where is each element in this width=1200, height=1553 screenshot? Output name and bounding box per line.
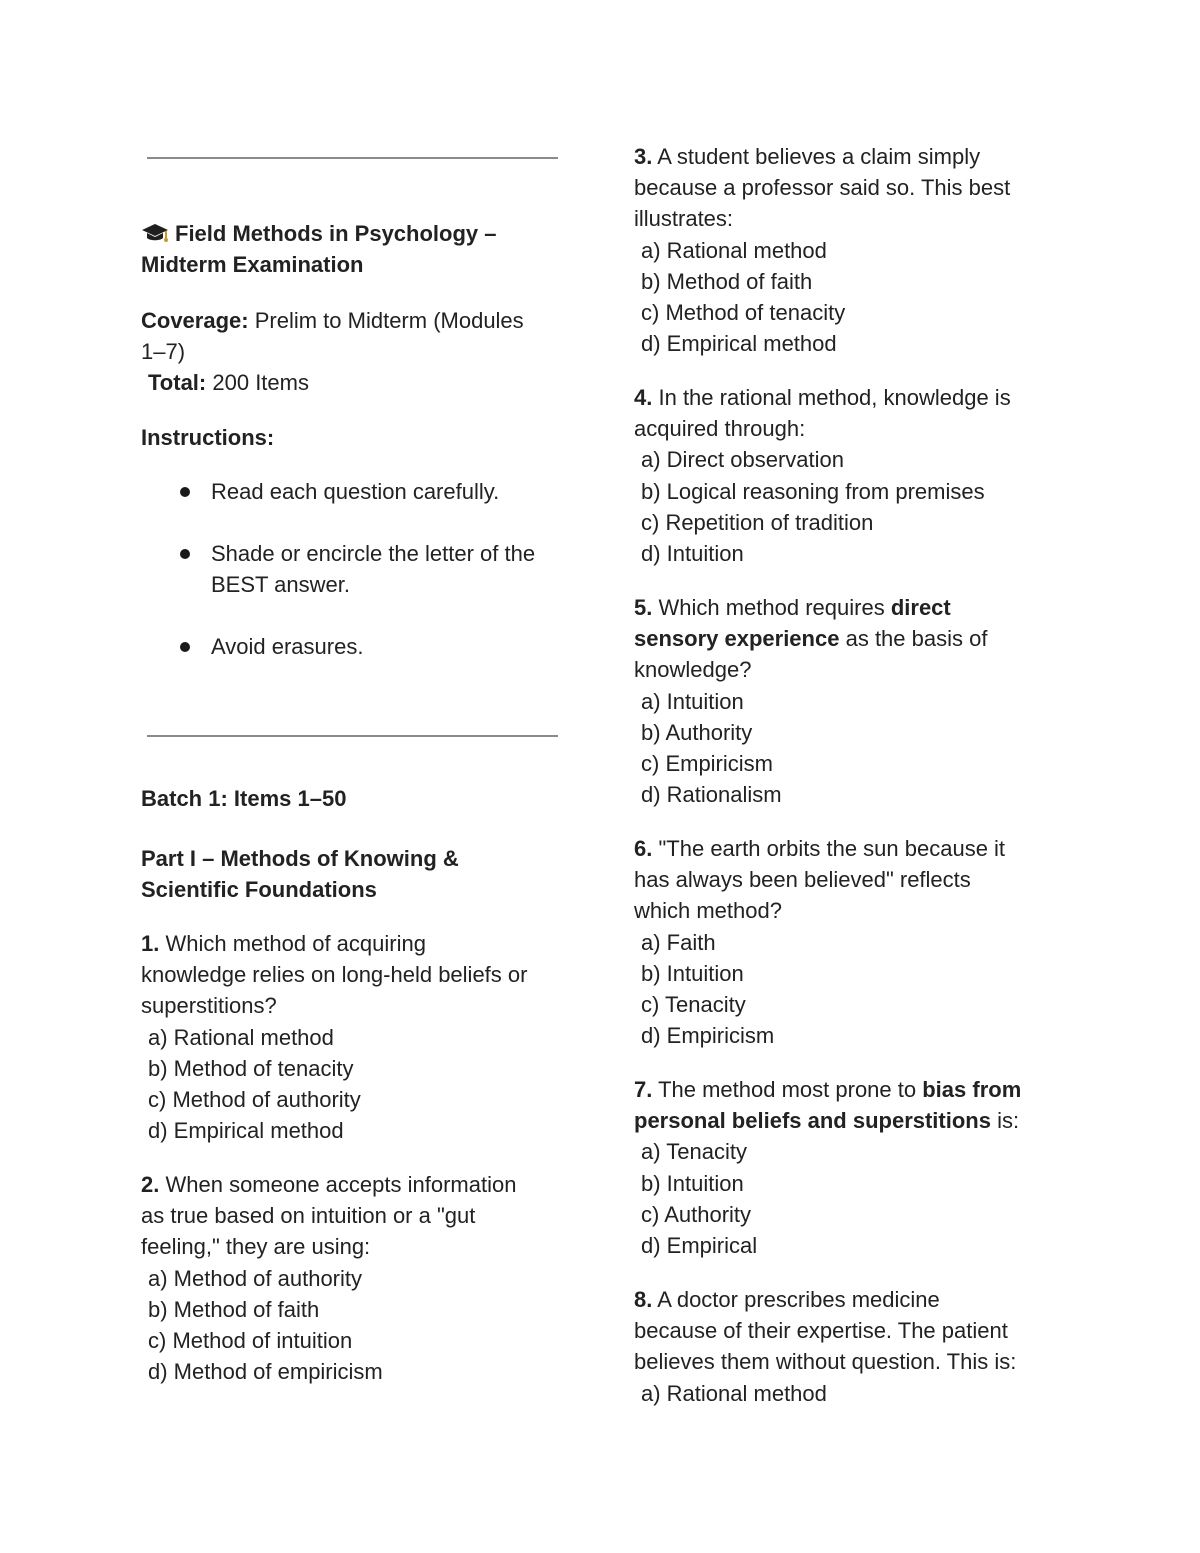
instruction-text: Avoid erasures.	[211, 634, 364, 659]
answer-option[interactable]: c) Authority	[641, 1201, 752, 1227]
answer-option[interactable]: b) Intuition	[641, 960, 744, 986]
answer-option[interactable]: c) Method of intuition	[148, 1328, 353, 1354]
question-emphasis: bias from	[922, 1077, 1022, 1102]
instruction-item	[141, 631, 363, 662]
instructions-list	[141, 476, 499, 507]
bullet-icon	[180, 642, 190, 652]
question-text: because of their expertise. The patient	[634, 1318, 1008, 1344]
answer-option[interactable]: d) Method of empiricism	[148, 1359, 383, 1385]
question-text: is:	[997, 1108, 1020, 1134]
question-number: 8.	[634, 1287, 653, 1312]
instructions-label	[141, 422, 274, 453]
coverage-value-cont: 1–7)	[141, 339, 186, 365]
coverage-value: Prelim to Midterm (Modules	[254, 308, 524, 333]
answer-option[interactable]: a) Rational method	[148, 1024, 334, 1050]
instructions-list-3	[141, 631, 363, 662]
answer-option[interactable]: d) Intuition	[641, 541, 744, 567]
instruction-item	[141, 476, 499, 507]
question-text: Which method requires	[658, 595, 885, 620]
question-text: believes them without question. This is:	[634, 1349, 1017, 1375]
question-text: A student believes a claim simply	[657, 144, 981, 169]
question-1	[141, 928, 527, 1146]
question-emphasis: personal beliefs and superstitions	[634, 1108, 991, 1134]
exam-title-line-2: Midterm Examination	[141, 252, 364, 278]
question-number: 4.	[634, 385, 653, 410]
horizontal-rule-top	[147, 157, 558, 159]
answer-option[interactable]: a) Rational method	[641, 237, 827, 263]
exam-title	[141, 218, 566, 280]
question-text: illustrates:	[634, 206, 734, 232]
question-text: because a professor said so. This best	[634, 175, 1011, 201]
answer-option[interactable]: c) Method of tenacity	[641, 300, 846, 326]
question-number: 1.	[141, 931, 160, 956]
question-5	[634, 592, 987, 810]
instruction-text-cont: BEST answer.	[211, 572, 350, 598]
question-text: superstitions?	[141, 993, 277, 1019]
question-emphasis: direct	[890, 595, 951, 620]
question-text: which method?	[634, 898, 782, 924]
part-title-line-1: Part I – Methods of Knowing &	[141, 846, 459, 871]
question-text: When someone accepts information	[165, 1172, 517, 1197]
horizontal-rule-middle	[147, 735, 558, 737]
instruction-text: Shade or encircle the letter of the	[211, 541, 536, 566]
instructions-list-2	[141, 538, 535, 600]
answer-option[interactable]: d) Rationalism	[641, 782, 782, 808]
answer-option[interactable]: b) Authority	[641, 719, 753, 745]
question-text: feeling," they are using:	[141, 1234, 371, 1260]
question-4	[634, 382, 1011, 569]
total-value: 200 Items	[212, 370, 309, 396]
batch-heading	[141, 783, 346, 814]
question-8	[634, 1284, 1016, 1409]
instruction-item	[141, 538, 535, 600]
question-text: as the basis of	[845, 626, 988, 652]
answer-option[interactable]: b) Method of tenacity	[148, 1055, 354, 1081]
answer-option[interactable]: b) Intuition	[641, 1170, 744, 1196]
question-number: 2.	[141, 1172, 160, 1197]
bullet-icon	[180, 549, 190, 559]
part-heading	[141, 843, 459, 905]
question-number: 6.	[634, 836, 653, 861]
answer-option[interactable]: d) Empirical method	[148, 1118, 344, 1144]
answer-option[interactable]: a) Intuition	[641, 688, 744, 714]
answer-option[interactable]: a) Faith	[641, 929, 716, 955]
answer-option[interactable]: d) Empirical method	[641, 331, 837, 357]
total-label: Total:	[148, 370, 207, 396]
question-text: In the rational method, knowledge is	[658, 385, 1011, 410]
bullet-icon	[180, 487, 190, 497]
question-number: 3.	[634, 144, 653, 169]
question-number: 5.	[634, 595, 653, 620]
question-text: knowledge?	[634, 657, 752, 683]
question-text: A doctor prescribes medicine	[657, 1287, 940, 1312]
coverage-block	[141, 305, 524, 399]
question-emphasis: sensory experience	[634, 626, 840, 652]
exam-title-line-1: Field Methods in Psychology –	[175, 221, 497, 246]
answer-option[interactable]: c) Method of authority	[148, 1087, 361, 1113]
question-number: 7.	[634, 1077, 653, 1102]
question-7	[634, 1074, 1021, 1261]
answer-option[interactable]: d) Empiricism	[641, 1023, 775, 1049]
question-6	[634, 833, 1005, 1051]
coverage-label: Coverage:	[141, 308, 249, 333]
batch-title: Batch 1: Items 1–50	[141, 786, 347, 811]
answer-option[interactable]: a) Rational method	[641, 1380, 827, 1406]
question-text: knowledge relies on long-held beliefs or	[141, 962, 528, 988]
answer-option[interactable]: b) Logical reasoning from premises	[641, 478, 985, 504]
question-text: acquired through:	[634, 416, 806, 442]
answer-option[interactable]: a) Direct observation	[641, 447, 844, 473]
instructions-heading: Instructions:	[141, 425, 275, 450]
question-text: Which method of acquiring	[165, 931, 426, 956]
answer-option[interactable]: c) Tenacity	[641, 992, 746, 1018]
answer-option[interactable]: c) Repetition of tradition	[641, 509, 874, 535]
part-title-line-2: Scientific Foundations	[141, 877, 377, 903]
answer-option[interactable]: c) Empiricism	[641, 751, 773, 777]
question-2	[141, 1169, 516, 1387]
answer-option[interactable]: b) Method of faith	[148, 1296, 320, 1322]
instruction-text: Read each question carefully.	[211, 479, 500, 504]
answer-option[interactable]: d) Empirical	[641, 1233, 758, 1259]
answer-option[interactable]: a) Tenacity	[641, 1139, 747, 1165]
graduation-cap-icon	[141, 222, 169, 244]
question-text: "The earth orbits the sun because it	[658, 836, 1006, 861]
question-text: The method most prone to	[658, 1077, 917, 1102]
question-3	[634, 141, 1010, 359]
answer-option[interactable]: a) Method of authority	[148, 1265, 363, 1291]
question-text: as true based on intuition or a "gut	[141, 1203, 476, 1229]
question-text: has always been believed" reflects	[634, 867, 971, 893]
answer-option[interactable]: b) Method of faith	[641, 268, 813, 294]
